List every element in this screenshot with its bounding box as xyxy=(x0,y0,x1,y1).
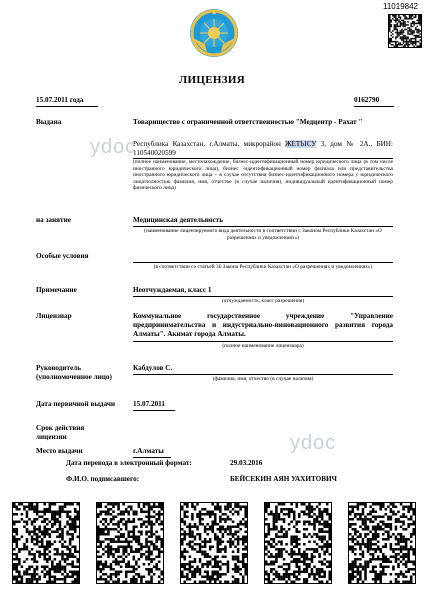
remark-label: Примечание xyxy=(36,286,77,294)
conditions-label: Особые условия xyxy=(36,252,89,260)
qr-code-icon xyxy=(388,14,422,48)
head-value: Кабдулов С. xyxy=(133,364,173,372)
watermark-top: ydoc xyxy=(90,136,137,158)
remark-note: (отчуждаемость, класс разрешения) xyxy=(221,298,305,304)
issued-note: (полное наименование, местонахождение, бизнес-идентификационный номер юридического лица (в том числе иностранного юридического лица), бизнес -идентификационный номер филиала или представительства иностранного юридического лица – в случае отсутствия бизнес-идентификационного номера у юридического лица/полностью фамилия, имя, отчество (в случае наличия), индивидуальный идентификационный номер физического лица) xyxy=(133,159,393,192)
first-date-label: Дата первичной выдачи xyxy=(36,400,116,408)
licensor-label: Лицензиар xyxy=(36,312,72,320)
license-date: 15.07.2011 года xyxy=(36,96,84,104)
bottom-qr-code-4 xyxy=(264,502,332,584)
place-value: г.Алматы xyxy=(133,447,164,455)
head-note: (фамилия, имя, отчество (в случае наличия) xyxy=(212,376,314,382)
conditions-note: (в соответствии со статьей 36 Закона Республики Казахстан «О разрешениях и уведомлениях») xyxy=(153,264,373,270)
license-number: 0162790 xyxy=(354,96,380,104)
activity-note: (наименование лицензируемого вида деятельности в соответствии с Законом Республики Казахстан «О разрешениях и уведомлениях») xyxy=(144,228,382,241)
first-date-value: 15.07.2011 xyxy=(133,400,165,408)
licensor-value: Коммунальное государственное учреждение "Управление предпринимательства и индустриально-инновационного развития города Алматы". Акимат города Алматы. xyxy=(133,312,393,338)
bottom-qr-code-3 xyxy=(180,502,248,584)
validity-label: Срок действия лицензии xyxy=(36,424,85,441)
signer-value: БЕЙСЕКИН АЯН УАХИТОВИЧ xyxy=(230,475,337,483)
bottom-qr-code-2 xyxy=(96,502,164,584)
address-before: Республика Казахстан, г.Алматы, микрорайон xyxy=(133,140,286,148)
address-highlight: ЖЕТЫСУ xyxy=(285,140,317,148)
e-date-value: 29.03.2016 xyxy=(230,459,263,467)
e-date-label: Дата перевода в электронный формат: xyxy=(66,459,192,467)
address-after: 3, дом № 2А., БИН: 110540020599 xyxy=(133,140,393,157)
activity-value: Медицинская деятельность xyxy=(133,216,224,224)
issued-label: Выдана xyxy=(36,118,62,126)
bottom-qr-code-5 xyxy=(348,502,416,584)
document-number: 11019842 xyxy=(383,2,418,11)
licensee-address xyxy=(133,140,393,158)
bottom-qr-code-1 xyxy=(12,502,80,584)
licensor-note: (полное наименование лицензиара) xyxy=(222,343,304,349)
head-label: Руководитель (уполномоченное лицо) xyxy=(36,364,112,381)
remark-value: Неотчуждаемая, класс 1 xyxy=(133,286,212,294)
signer-label: Ф.И.О. подписавшего: xyxy=(66,475,140,483)
watermark-bottom: ydoc xyxy=(290,432,337,454)
licensee-name: Товарищество с ограниченной ответственностью "Медцентр - Рахат " xyxy=(133,118,363,126)
place-label: Место выдачи xyxy=(36,447,83,455)
page-title: ЛИЦЕНЗИЯ xyxy=(179,74,245,86)
activity-label: на занятие xyxy=(36,216,71,224)
kazakhstan-state-emblem-icon xyxy=(189,8,239,58)
